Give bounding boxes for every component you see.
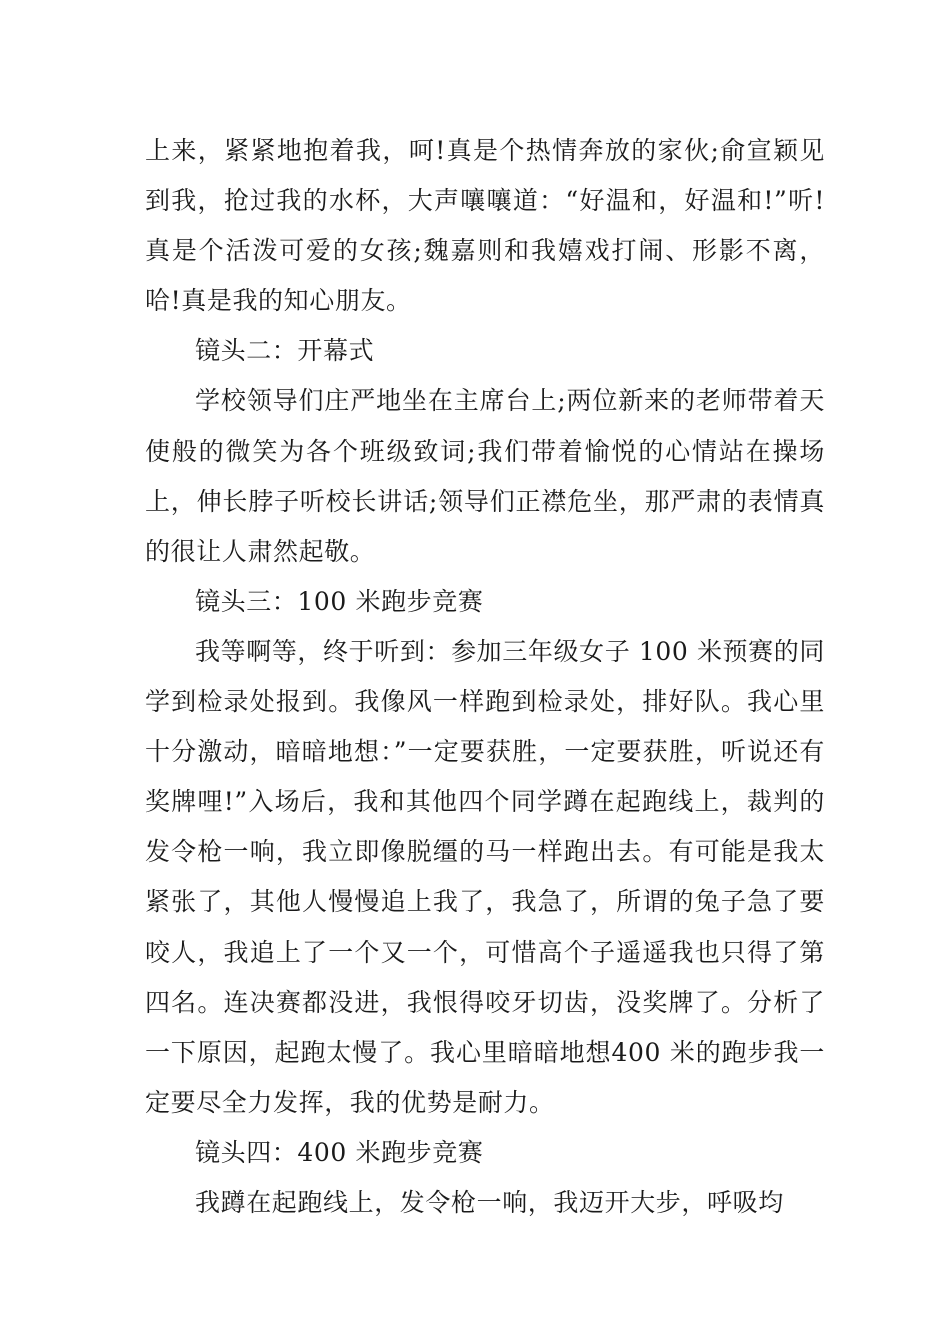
section-heading-opening-ceremony: 镜头二：开幕式: [195, 336, 375, 366]
paragraph-400m-race: 我蹲在起跑线上，发令枪一响，我迈开大步，呼吸均: [195, 1187, 784, 1217]
paragraph-opening-ceremony: 学校领导们庄严地坐在主席台上;两位新来的老师带着天使般的微笑为各个班级致词;我们带着愉悦的心情站在操场上，伸长脖子听校长讲话;领导们正襟危坐，那严肃的表情真的很让人肃然起敬。: [145, 386, 825, 566]
section-heading-400m-race: 镜头四：400 米跑步竞赛: [195, 1137, 484, 1167]
paragraph-continuation: 上来，紧紧地抱着我，呵!真是个热情奔放的家伙;俞宣颖见到我，抢过我的水杯，大声嚷嚷道：“好温和，好温和!”听!真是个活泼可爱的女孩;魏嘉则和我嬉戏打闹、形影不离，哈!真是我的知心朋友。: [145, 136, 825, 316]
section-heading-100m-race: 镜头三：100 米跑步竞赛: [195, 586, 484, 616]
document-body: [145, 126, 825, 1228]
paragraph-100m-race: 我等啊等，终于听到：参加三年级女子 100 米预赛的同学到检录处报到。我像风一样跑到检录处，排好队。我心里十分激动，暗暗地想：”一定要获胜，一定要获胜，听说还有奖牌哩!”入场后，我和其他四个同学蹲在起跑线上，裁判的发令枪一响，我立即像脱缰的马一样跑出去。有可能是我太紧张了，其他人慢慢追上我了，我急了，所谓的兔子急了要咬人，我追上了一个又一个，可惜高个子遥遥我也只得了第四名。连决赛都没进，我恨得咬牙切齿，没奖牌了。分析了一下原因，起跑太慢了。我心里暗暗地想400 米的跑步我一定要尽全力发挥，我的优势是耐力。: [145, 636, 825, 1117]
